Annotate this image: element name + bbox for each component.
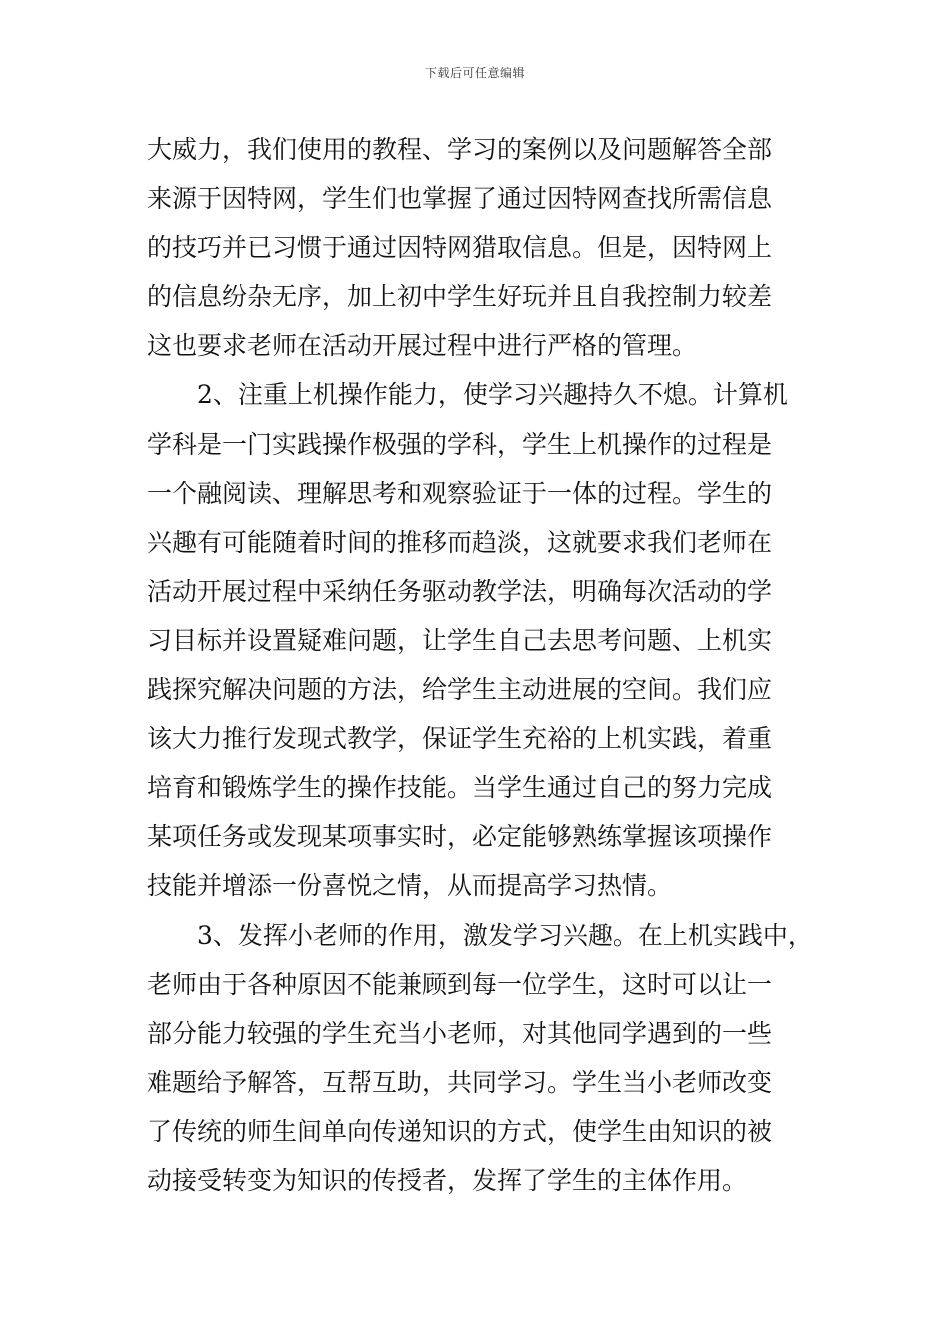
text-line: 学科是一门实践操作极强的学科，学生上机操作的过程是 <box>147 429 773 459</box>
text-line: 习目标并设置疑难问题，让学生自己去思考问题、上机实 <box>147 625 773 655</box>
text-line: 兴趣有可能随着时间的推移而趋淡，这就要求我们老师在 <box>147 527 773 557</box>
text-line: 来源于因特网，学生们也掌握了通过因特网查找所需信息 <box>147 184 773 214</box>
text-line: 这也要求老师在活动开展过程中进行严格的管理。 <box>147 331 698 361</box>
text-line: 某项任务或发现某项事实时，必定能够熟练掌握该项操作 <box>147 822 773 852</box>
text-line: 践探究解决问题的方法，给学生主动进展的空间。我们应 <box>147 675 773 705</box>
text-line: 老师由于各种原因不能兼顾到每一位学生，这时可以让一 <box>147 969 773 999</box>
document-body <box>147 125 827 1205</box>
text-line: 大威力，我们使用的教程、学习的案例以及问题解答全部 <box>147 135 773 164</box>
page-header: 下载后可任意编辑 <box>424 66 525 80</box>
text-line: 技能并增添一份喜悦之情，从而提高学习热情。 <box>147 871 673 901</box>
paragraph-2-line: 2、注重上机操作能力，使学习兴趣持久不熄。计算机 <box>147 380 788 410</box>
paragraph-3-line: 3、发挥小老师的作用，激发学习兴趣。在上机实践中， <box>147 920 813 950</box>
text-line: 的技巧并已习惯于通过因特网猎取信息。但是，因特网上 <box>147 233 773 263</box>
text-line: 难题给予解答，互帮互助，共同学习。学生当小老师改变 <box>147 1067 773 1097</box>
text-line: 部分能力较强的学生充当小老师，对其他同学遇到的一些 <box>147 1018 773 1048</box>
text-line: 了传统的师生间单向传递知识的方式，使学生由知识的被 <box>147 1116 773 1146</box>
text-line: 活动开展过程中采纳任务驱动教学法，明确每次活动的学 <box>147 576 773 606</box>
text-line: 的信息纷杂无序，加上初中学生好玩并且自我控制力较差 <box>147 282 773 312</box>
text-line: 一个融阅读、理解思考和观察验证于一体的过程。学生的 <box>147 478 773 508</box>
text-line: 动接受转变为知识的传授者，发挥了学生的主体作用。 <box>147 1165 748 1195</box>
text-line: 该大力推行发现式教学，保证学生充裕的上机实践，着重 <box>147 724 773 754</box>
text-line: 培育和锻炼学生的操作技能。当学生通过自己的努力完成 <box>147 773 773 803</box>
